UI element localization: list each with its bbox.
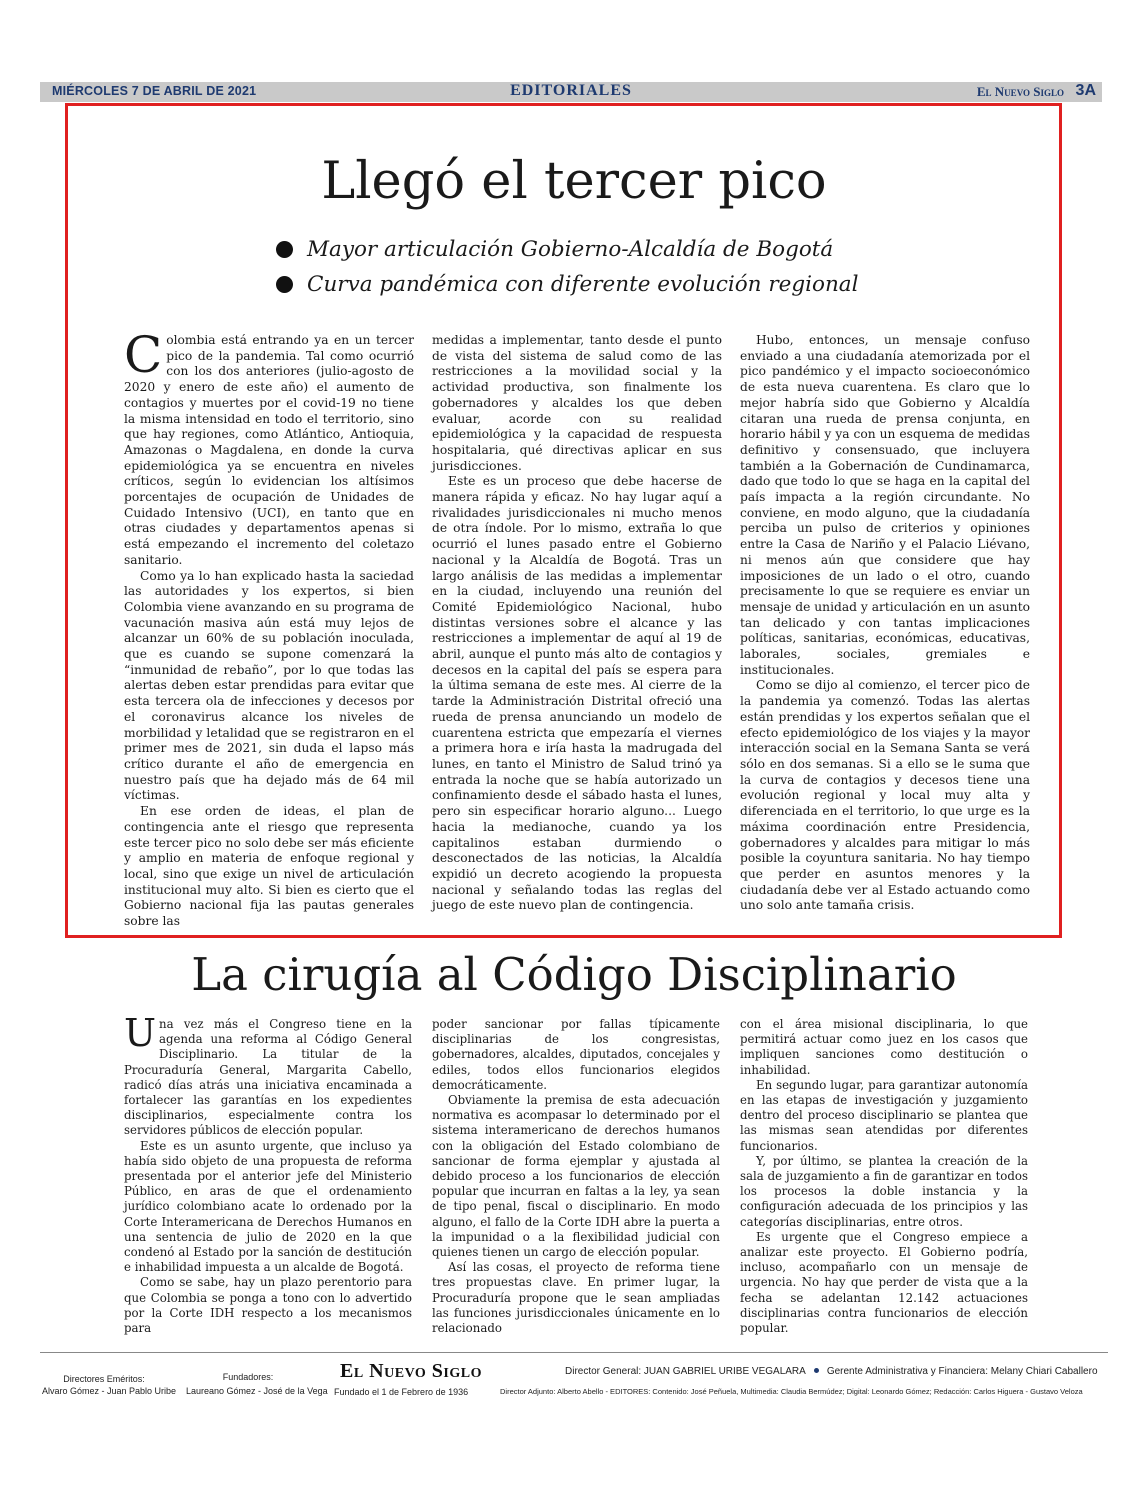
- paragraph: Hubo, entonces, un mensaje confuso enviado a una ciudadanía atemorizada por el pico pandémico y el impacto socioeconómico de esta nueva cuarentena. Es claro que lo mejor habría sido que Gobierno y Alcaldía citaran una rueda de prensa conjunta, en horario hábil y ya con un esquema de medidas definitivo y consensuado, que incluyera también a la Gobernación de Cundinamarca, dado que todo lo que se haga en la capital del país impacta a la región circundante. No conviene, en modo alguno, que la ciudadanía perciba un pulso de criterios y opiniones entre la Casa de Nariño y el Palacio Liévano, ni menos aún que considere que hay imposiciones de un lado o el otro, cuando precisamente lo que se requiere es enviar un mensaje de unidad y articulación en un asunto tan delicado y con tantas implicaciones políticas, sanitarias, económicas, educativas, laborales, sociales, gremiales e institucionales.: [740, 333, 1030, 677]
- paragraph: Colombia está entrando ya en un tercer pico de la pandemia. Tal como ocurrió con los dos anteriores (julio-agosto de 2020 y enero de este año) el aumento de contagios y muertes por el covid-19 no tiene la misma intensidad en todo el territorio, sino que hay regiones, como Atlántico, Antioquia, Amazonas o Magdalena, en donde la curva epidemiológica ya se encuentra en niveles críticos, según lo evidencian los altísimos porcentajes de ocupación de Unidades de Cuidado Intensivo (UCI), en tanto que en otras ciudades y departamentos apenas si está empezando el incremento del coletazo sanitario.: [124, 326, 414, 567]
- newspaper-logo: El Nuevo Siglo: [340, 1360, 482, 1382]
- paragraph: poder sancionar por fallas típicamente disciplinarias de los congresistas, gobernadores, alcaldes, diputados, concejales y ediles, todos ellos funcionarios elegidos democráticamente.: [432, 1017, 720, 1092]
- paragraph: Este es un proceso que debe hacerse de manera rápida y eficaz. No hay lugar aquí a rivalidades jurisdiccionales ni mucho menos de otra índole. Por lo mismo, extraña lo que ocurrió el lunes pasado entre el Gobierno nacional y la Alcaldía de Bogotá. Tras un largo análisis de las medidas a implementar en la ciudad, incluyendo una reunión del Comité Epidemiológico Nacional, hubo distintas versiones sobre el alcance y las restricciones a implementar de aquí al 19 de abril, aunque el punto más alto de contagios y decesos en la capital del país se espera para la última semana de este mes. Al cierre de la tarde la Administración Distrital ofreció una rueda de prensa anunciando un modelo de cuarentena estricta que empezaría el viernes a primera hora e iría hasta la madrugada del lunes, en tanto el Ministro de Salud trinó ya entrada la noche que se había autorizado un confinamiento desde el sábado hasta el lunes, pero sin especificar horario alguno... Luego hacia la medianoche, cuando ya los capitalinos estaban durmiendo o desconectados de las noticias, la Alcaldía expidió un decreto acogiendo la propuesta nacional y señalando todas las reglas del juego de este nuevo plan de contingencia.: [432, 474, 722, 913]
- editorial-1-column-3: [740, 333, 1030, 914]
- manager: Gerente Administrativa y Financiera: Melany Chiari Caballero: [826, 1366, 1098, 1377]
- founders-names: Laureano Gómez - José de la Vega: [186, 1386, 328, 1396]
- bullet-icon: [276, 276, 293, 293]
- paragraph: Es urgente que el Congreso empiece a analizar este proyecto. El Gobierno podría, incluso, acompañarlo con un mensaje de urgencia. No hay que perder de vista que a la fecha se adelantan 12.142 actuaciones disciplinarias contra funcionarios de elección popular.: [740, 1229, 1028, 1336]
- founders-label: Fundadores:: [222, 1372, 274, 1382]
- newspaper-name: El Nuevo Siglo: [976, 84, 1064, 99]
- paragraph: Como se sabe, hay un plazo perentorio para que Colombia se ponga a tono con lo advertido por la Corte IDH respecto a los mecanismos para: [124, 1275, 412, 1336]
- director-general: Director General: JUAN GABRIEL URIBE VEGALARA: [565, 1366, 806, 1377]
- editorial-2-column-2: [432, 1017, 720, 1336]
- subtitle-text: Mayor articulación Gobierno-Alcaldía de Bogotá: [307, 237, 834, 262]
- paragraph: En ese orden de ideas, el plan de contingencia ante el riesgo que representa este tercer pico no solo debe ser más eficiente y amplio en materia de enfoque regional y local, sino que exige un nivel de articulación institucional muy alto. Si bien es cierto que el Gobierno nacional fija las pautas generales sobre las: [124, 804, 414, 929]
- paragraph: medidas a implementar, tanto desde el punto de vista del sistema de salud como de las restricciones a la movilidad social y la actividad productiva, son finalmente los gobernadores y alcaldes los que deben evaluar, acorde con su realidad epidemiológica y la capacidad de respuesta hospitalaria, qué directivas aplicar en sus jurisdicciones.: [432, 333, 722, 473]
- editorial-1-title: Llegó el tercer pico: [321, 152, 827, 211]
- subtitle-item: [276, 267, 916, 302]
- paragraph: Una vez más el Congreso tiene en la agenda una reforma al Código General Disciplinario. La titular de la Procuraduría General, Margarita Cabello, radicó días atrás una iniciativa encaminada a fortalecer las garantías en los expedientes disciplinarios, especialmente contra los servidores públicos de elección popular.: [124, 1011, 412, 1138]
- paragraph: Este es un asunto urgente, que incluso ya había sido objeto de una propuesta de reforma presentada por el anterior jefe del Ministerio Público, en aras de que el ordenamiento jurídico colombiano acate lo ordenado por la Corte Interamericana de Derechos Humanos en una sentencia de julio de 2020 en la que condenó al Estado por la sanción de destitución e inhabilidad impuesta a un alcalde de Bogotá.: [124, 1138, 412, 1275]
- subtitle-text: Curva pandémica con diferente evolución regional: [307, 272, 859, 297]
- editorial-1-column-1: [124, 326, 414, 930]
- paragraph: Como se dijo al comienzo, el tercer pico de la pandemia ya comenzó. Todas las alertas están prendidas y los expertos señalan que el efecto epidemiológico de los viajes y la mayor interacción social en la Semana Santa se verá sólo en dos semanas. Si a ello se le suma que la curva de contagios y decesos tiene una evolución regional y local muy alta y diferenciada en el territorio, lo que urge es la máxima coordinación entre Presidencia, gobernadores y alcaldes para mitigar lo más posible la coyuntura sanitaria. No hay tiempo que perder en asuntos menores y la ciudadanía debe ver al Estado actuando como uno solo ante tamaña crisis.: [740, 678, 1030, 913]
- paragraph: En segundo lugar, para garantizar autonomía en las etapas de investigación y juzgamiento dentro del proceso disciplinario se plantea que las mismas sean atendidas por diferentes funcionarios.: [740, 1077, 1028, 1153]
- bullet-icon: [814, 1368, 819, 1373]
- bullet-icon: [276, 241, 293, 258]
- page-number: 3A: [1075, 82, 1096, 99]
- footer-staff: Director Adjunto: Alberto Abello - EDITORES: Contenido: José Peñuela, Multimedia: Claudia Bermúdez; Digital: Leonardo Gómez; Redacción: Carlos Higuera - Gustavo Veloza: [500, 1387, 1083, 1396]
- editorial-2-column-3: [740, 1017, 1028, 1336]
- subtitle-item: [276, 232, 916, 267]
- editorial-1-column-2: [432, 333, 722, 914]
- founded-date: Fundado el 1 de Febrero de 1936: [334, 1387, 469, 1397]
- page-header: [40, 82, 1102, 102]
- editorial-1-subtitles: [276, 232, 916, 302]
- paragraph: Obviamente la premisa de esta adecuación normativa es acompasar lo determinado por el sistema interamericano de derechos humanos con la obligación del Estado colombiano de sancionar de forma ejemplar y ajustada al debido proceso a los funcionarios de elección popular que incurran en faltas a la ley, ya sean de tipo penal, fiscal o disciplinario. En modo alguno, el fallo de la Corte IDH abre la puerta a la impunidad o a la flexibilidad judicial con quienes tienen un cargo de elección popular.: [432, 1093, 720, 1260]
- emeritus-names: Alvaro Gómez - Juan Pablo Uribe: [42, 1386, 177, 1396]
- footer-directors: [565, 1366, 1098, 1377]
- drop-cap: C: [124, 326, 163, 384]
- editorial-2-column-1: [124, 1011, 412, 1336]
- paragraph: Y, por último, se plantea la creación de la sala de juzgamiento a fin de garantizar en todos los procesos la doble instancia y la configuración adecuada de los principios y las categorías disciplinarias, entre otros.: [740, 1153, 1028, 1229]
- header-date: MIÉRCOLES 7 DE ABRIL DE 2021: [52, 84, 257, 98]
- paragraph: con el área misional disciplinaria, lo que permitirá actuar como juez en los casos que impliquen sanciones como destitución o inhabilidad.: [740, 1017, 1028, 1077]
- paragraph: Así las cosas, el proyecto de reforma tiene tres propuestas clave. En primer lugar, la Procuraduría propone que le sean ampliadas las funciones jurisdiccionales únicamente en lo relacionado: [432, 1260, 720, 1336]
- drop-cap: U: [124, 1011, 157, 1055]
- emeritus-label: Directores Eméritos:: [63, 1374, 145, 1384]
- footer-divider: [40, 1352, 1108, 1353]
- editorial-2-title: La cirugía al Código Disciplinario: [191, 948, 957, 1001]
- paragraph: Como ya lo han explicado hasta la saciedad las autoridades y los expertos, si bien Colombia viene avanzando en su programa de vacunación masiva aún está muy lejos de alcanzar un 60% de su población inoculada, que es cuando se supone comenzará la “inmunidad de rebaño”, por lo que todas las alertas deben estar prendidas para evitar que esta tercera ola de infecciones y decesos por el coronavirus alcance los niveles de morbilidad y letalidad que se registraron en el primer mes de 2021, sin duda el lapso más crítico durante el año de emergencia en nuestro país que ha dejado más de 64 mil víctimas.: [124, 568, 414, 803]
- section-title: EDITORIALES: [510, 82, 632, 99]
